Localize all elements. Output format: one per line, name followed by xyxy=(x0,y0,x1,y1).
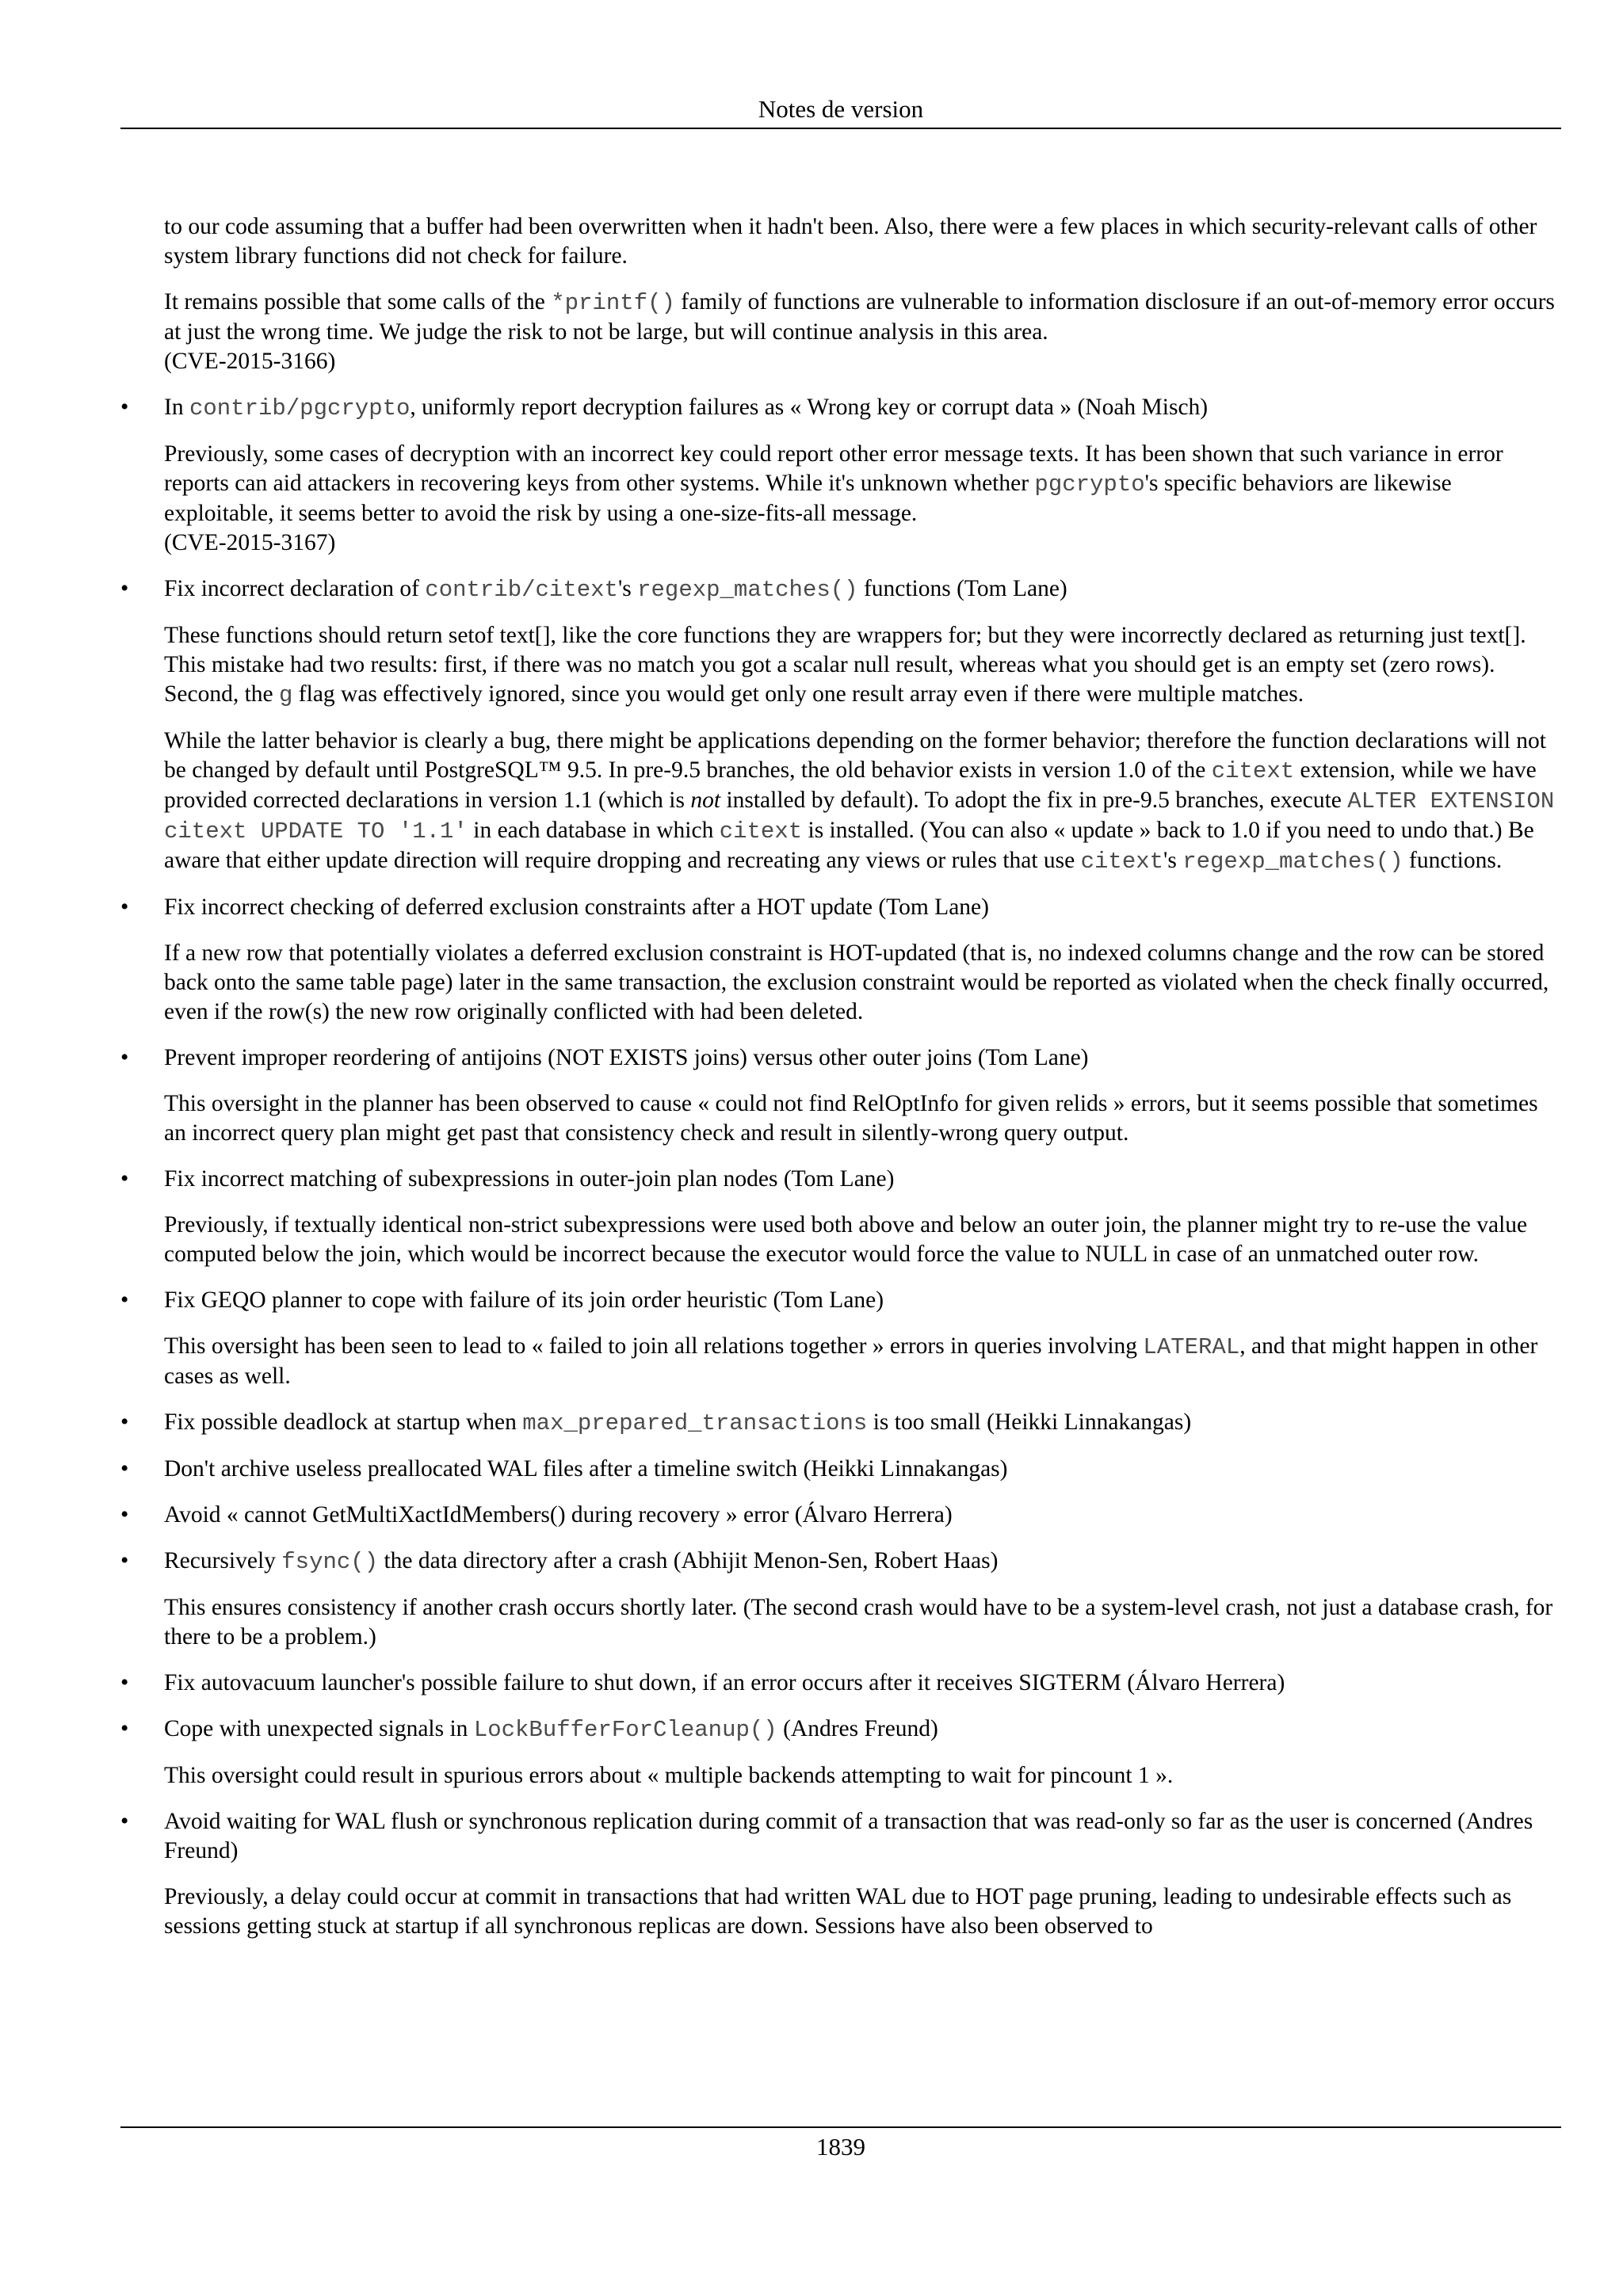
list-item-lockbuffer xyxy=(120,1714,1561,1791)
item-description: This oversight has been seen to lead to « failed to join all relations together » errors in queries involving LATERAL, and that might happen in other cases as well. xyxy=(164,1333,1538,1389)
item-title: Fix incorrect checking of deferred exclusion constraints after a HOT update (Tom Lane) xyxy=(164,894,989,920)
item-description: This ensures consistency if another crash occurs shortly later. (The second crash would have to be a system-level crash, not just a database crash, for there to be a problem.) xyxy=(164,1595,1553,1650)
list-item-geqo xyxy=(120,1286,1561,1391)
list-item-autovacuum xyxy=(120,1669,1561,1698)
footer-rule xyxy=(120,2126,1561,2128)
item-description: Previously, a delay could occur at commit in transactions that had written WAL due to HOT page pruning, leading to undesirable effects such as sessions getting stuck at startup if all synchronous replicas are down. Sessions have also been observed to xyxy=(164,1884,1512,1939)
inline-code: citext xyxy=(1080,849,1164,875)
bullet: • xyxy=(120,1456,129,1482)
bullet: • xyxy=(120,1502,129,1527)
bullet: • xyxy=(120,1670,129,1695)
item-description-2: While the latter behavior is clearly a bug, there might be applications depending on the former behavior; therefore the function declarations will not be changed by default until PostgreSQL™ 9.5. In pre-9.5 branches, the old behavior exists in version 1.0 of the citext extension, while we have provided corrected declarations in version 1.1 (which is not installed by default). To adopt the fix in pre-9.5 branches, execute ALTER EXTENSION citext UPDATE TO '1.1' in each database in which citext is installed. (You can also « update » back to 1.0 if you need to undo that.) Be aware that either update direction will require dropping and recreating any views or rules that use citext's regexp_matches() functions. xyxy=(164,728,1555,875)
inline-code: citext xyxy=(1211,758,1295,784)
item-title: Fix incorrect matching of subexpressions in outer-join plan nodes (Tom Lane) xyxy=(164,1166,895,1192)
bullet: • xyxy=(120,894,129,920)
bullet: • xyxy=(120,1287,129,1313)
item-description: Previously, some cases of decryption with an incorrect key could report other error message texts. It has been shown that such variance in error reports can aid attackers in recovering keys from other systems. While it's unknown whether pgcrypto's specific behaviors are likewise exploitable, it seems better to avoid the risk by using a one-size-fits-all message. (CVE-2015-3167) xyxy=(164,441,1503,555)
list-item-fsync xyxy=(120,1547,1561,1652)
bullet: • xyxy=(120,395,129,420)
item-title: Fix autovacuum launcher's possible failure to shut down, if an error occurs after it receives SIGTERM (Álvaro Herrera) xyxy=(164,1670,1285,1695)
item-title: Fix incorrect declaration of contrib/citext's regexp_matches() functions (Tom Lane) xyxy=(164,576,1067,603)
item-title: Fix GEQO planner to cope with failure of its join order heuristic (Tom Lane) xyxy=(164,1287,884,1313)
item-title: Avoid « cannot GetMultiXactIdMembers() during recovery » error (Álvaro Herrera) xyxy=(164,1502,953,1527)
intro-paragraph: to our code assuming that a buffer had been overwritten when it hadn't been. Also, there were a few places in which security-relevant calls of other system library functions did not check for failure. xyxy=(164,214,1537,269)
inline-code: regexp_matches() xyxy=(637,577,858,603)
bullet: • xyxy=(120,1409,129,1435)
item-description: This oversight in the planner has been observed to cause « could not find RelOptInfo for given relids » errors, but it seems possible that sometimes an incorrect query plan might get past that consistency check and result in silently-wrong query output. xyxy=(164,1091,1538,1146)
item-title: In contrib/pgcrypto, uniformly report decryption failures as « Wrong key or corrupt data » (Noah Misch) xyxy=(164,395,1209,421)
inline-code: g xyxy=(279,682,293,708)
bullet: • xyxy=(120,1548,129,1573)
inline-code: ALTER EXTENSION citext UPDATE TO '1.1' xyxy=(164,788,1555,845)
list-item-wal-archive xyxy=(120,1455,1561,1484)
inline-code: regexp_matches() xyxy=(1182,849,1403,875)
inline-code: citext xyxy=(719,818,803,845)
bullet: • xyxy=(120,1166,129,1192)
list-item-pgcrypto xyxy=(120,393,1561,558)
inline-code: fsync() xyxy=(281,1549,379,1575)
page-number: 1839 xyxy=(816,2133,865,2161)
item-title: Cope with unexpected signals in LockBufferForCleanup() (Andres Freund) xyxy=(164,1716,938,1743)
item-description: This oversight could result in spurious errors about « multiple backends attempting to wait for pincount 1 ». xyxy=(164,1763,1174,1788)
list-item-subexpressions xyxy=(120,1165,1561,1269)
intro-paragraph-2: It remains possible that some calls of the *printf() family of functions are vulnerable to information disclosure if an out-of-memory error occurs at just the wrong time. We judge the risk to not be large, but will continue analysis in this area. (CVE-2015-3166) xyxy=(164,289,1555,374)
item-title: Fix possible deadlock at startup when max_prepared_transactions is too small (Heikki Linnakangas) xyxy=(164,1409,1192,1436)
item-title: Avoid waiting for WAL flush or synchronous replication during commit of a transaction that was read-only so far as the user is concerned (Andres Freund) xyxy=(164,1809,1533,1863)
cve-reference: (CVE-2015-3167) xyxy=(164,530,336,555)
bullet: • xyxy=(120,576,129,601)
item-description: If a new row that potentially violates a deferred exclusion constraint is HOT-updated (that is, no indexed columns change and the row can be stored back onto the same table page) later in the same transaction, the exclusion constraint would be reported as violated when the check finally occurred, even if the row(s) the new row originally conflicted with had been deleted. xyxy=(164,940,1549,1024)
bullet: • xyxy=(120,1809,129,1834)
inline-code: contrib/citext xyxy=(425,577,618,603)
list-item-deadlock xyxy=(120,1408,1561,1438)
bullet: • xyxy=(120,1045,129,1070)
inline-code: max_prepared_transactions xyxy=(522,1410,868,1436)
page-header: Notes de version xyxy=(758,95,924,123)
list-item-antijoins xyxy=(120,1043,1561,1148)
item-title: Prevent improper reordering of antijoins (NOT EXISTS joins) versus other outer joins (Tom Lane) xyxy=(164,1045,1089,1070)
list-item-wal-flush xyxy=(120,1807,1561,1941)
inline-code: LockBufferForCleanup() xyxy=(473,1717,777,1743)
inline-code: pgcrypto xyxy=(1034,471,1145,498)
inline-code: contrib/pgcrypto xyxy=(189,395,411,421)
item-title: Recursively fsync() the data directory after a crash (Abhijit Menon-Sen, Robert Haas) xyxy=(164,1548,999,1575)
item-description: Previously, if textually identical non-strict subexpressions were used both above and below an outer join, the planner might try to re-use the value computed below the join, which would be incorrect because the executor would force the value to NULL in case of an unmatched outer row. xyxy=(164,1212,1528,1267)
item-description: These functions should return setof text[], like the core functions they are wrappers for; but they were incorrectly declared as returning just text[]. This mistake had two results: first, if there was no match you got a scalar null result, whereas what you should get is an empty set (zero rows). Second, the g flag was effectively ignored, since you would get only one result array even if there were multiple matches. xyxy=(164,623,1526,708)
inline-code: *printf() xyxy=(551,290,675,316)
list-item-citext xyxy=(120,574,1561,876)
inline-code: LATERAL xyxy=(1143,1334,1240,1360)
emphasis: not xyxy=(690,788,721,813)
cve-reference: (CVE-2015-3166) xyxy=(164,349,336,374)
bullet: • xyxy=(120,1716,129,1741)
header-rule xyxy=(120,128,1561,129)
page-body xyxy=(120,212,1561,1958)
list-item-multixact xyxy=(120,1501,1561,1530)
item-title: Don't archive useless preallocated WAL files after a timeline switch (Heikki Linnakangas) xyxy=(164,1456,1008,1482)
list-item-hot-update xyxy=(120,893,1561,1027)
